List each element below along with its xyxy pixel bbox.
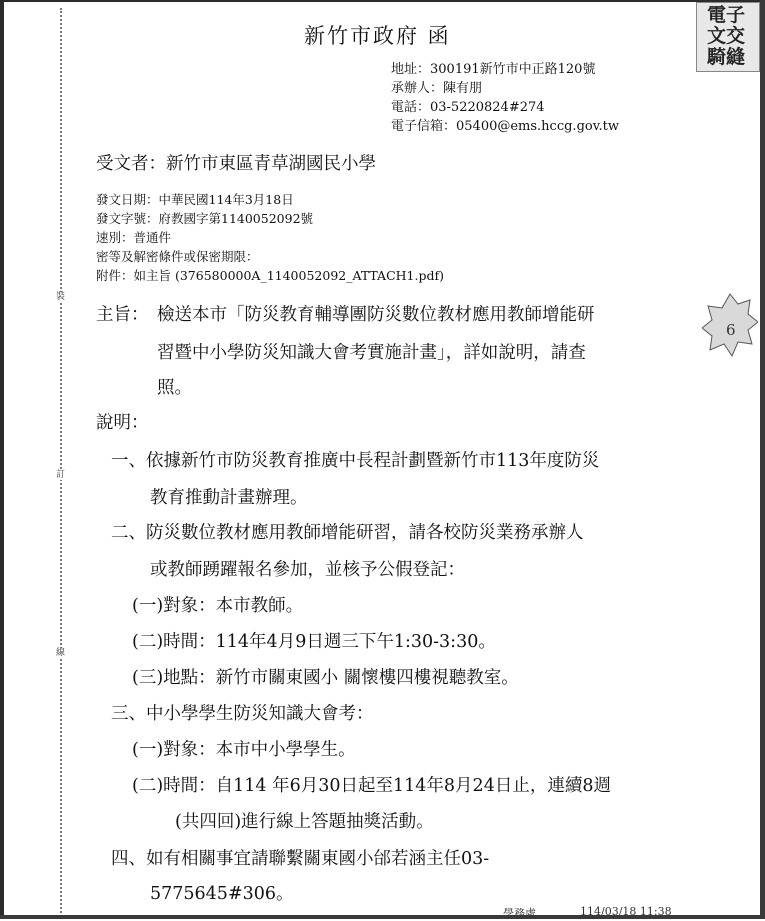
electronic-seam-stamp [696, 2, 760, 72]
page-border-left [0, 0, 4, 919]
delivery-speed: 速別：普通件 [96, 230, 172, 245]
document-number: 發文字號：府教國字第1140052092號 [96, 211, 314, 226]
footer-timestamp: 114/03/18 11:38 [580, 905, 672, 918]
page-seal-mark [702, 292, 758, 366]
contact-person: 承辦人：陳有朋 [391, 81, 483, 96]
explanation-item-1: 一、依據新竹市防災教育推廣中長程計劃暨新竹市113年度防災 [111, 451, 600, 471]
explanation-label: 說明： [96, 413, 149, 433]
item-2-sub-target: (一)對象：本市教師。 [132, 596, 304, 616]
item-2-sub-location: (三)地點：新竹市關東國小 關懷樓四樓視聽教室。 [132, 668, 519, 688]
page-seal-number: 6 [726, 321, 736, 339]
binding-line [60, 8, 62, 913]
issue-date: 發文日期：中華民國114年3月18日 [96, 192, 294, 207]
subject-line: 照。 [157, 378, 192, 398]
stamp-line: 電子 [707, 4, 746, 26]
contact-email: 電子信箱：05400@ems.hccg.gov.tw [391, 119, 620, 134]
subject-line: 檢送本市「防災教育輔導團防災數位教材應用教師增能研 [157, 305, 595, 325]
item-2-sub-time: (二)時間：114年4月9日週三下午1:30-3:30。 [132, 632, 496, 652]
binding-mark-zhuang: 裝 [56, 292, 66, 302]
explanation-item-4: 四、如有相關事宜請聯繫關東國小邰若涵主任03- [111, 849, 490, 869]
security-level: 密等及解密條件或保密期限： [96, 249, 259, 264]
explanation-item-3: 三、中小學學生防災知識大會考： [111, 704, 374, 724]
page-border-right [760, 0, 765, 919]
subject-label: 主旨： [96, 305, 149, 325]
item-3-sub-time-cont: (共四回)進行線上答題抽獎活動。 [175, 812, 434, 832]
item-3-sub-target: (一)對象：本市中小學學生。 [132, 740, 356, 760]
binding-mark-ding: 訂 [56, 470, 66, 480]
subject-line: 習暨中小學防災知識大會考實施計畫」，詳如說明，請查 [157, 343, 586, 363]
explanation-item-1-cont: 教育推動計畫辦理。 [150, 488, 308, 508]
recipient: 受文者：新竹市東區青草湖國民小學 [96, 154, 376, 174]
item-3-sub-time: (二)時間：自114 年6月30日起至114年8月24日止，連續8週 [132, 776, 611, 796]
stamp-line: 文交 [707, 25, 746, 47]
sender-address: 地址：300191新竹市中正路120號 [391, 62, 596, 77]
footer-department: 學務處 [503, 907, 536, 920]
explanation-item-2: 二、防災數位教材應用教師增能研習，請各校防災業務承辦人 [111, 523, 584, 543]
document-title: 新竹市政府 函 [304, 24, 451, 48]
stamp-line: 騎縫 [707, 46, 746, 68]
attachment: 附件：如主旨 (376580000A_1140052092_ATTACH1.pdf) [96, 268, 444, 283]
contact-phone: 電話：03-5220824#274 [391, 100, 545, 115]
explanation-item-4-cont: 5775645#306。 [150, 884, 294, 904]
page-border-top [0, 0, 765, 2]
explanation-item-2-cont: 或教師踴躍報名參加，並核予公假登記： [150, 560, 465, 580]
binding-mark-xian: 線 [56, 648, 66, 658]
